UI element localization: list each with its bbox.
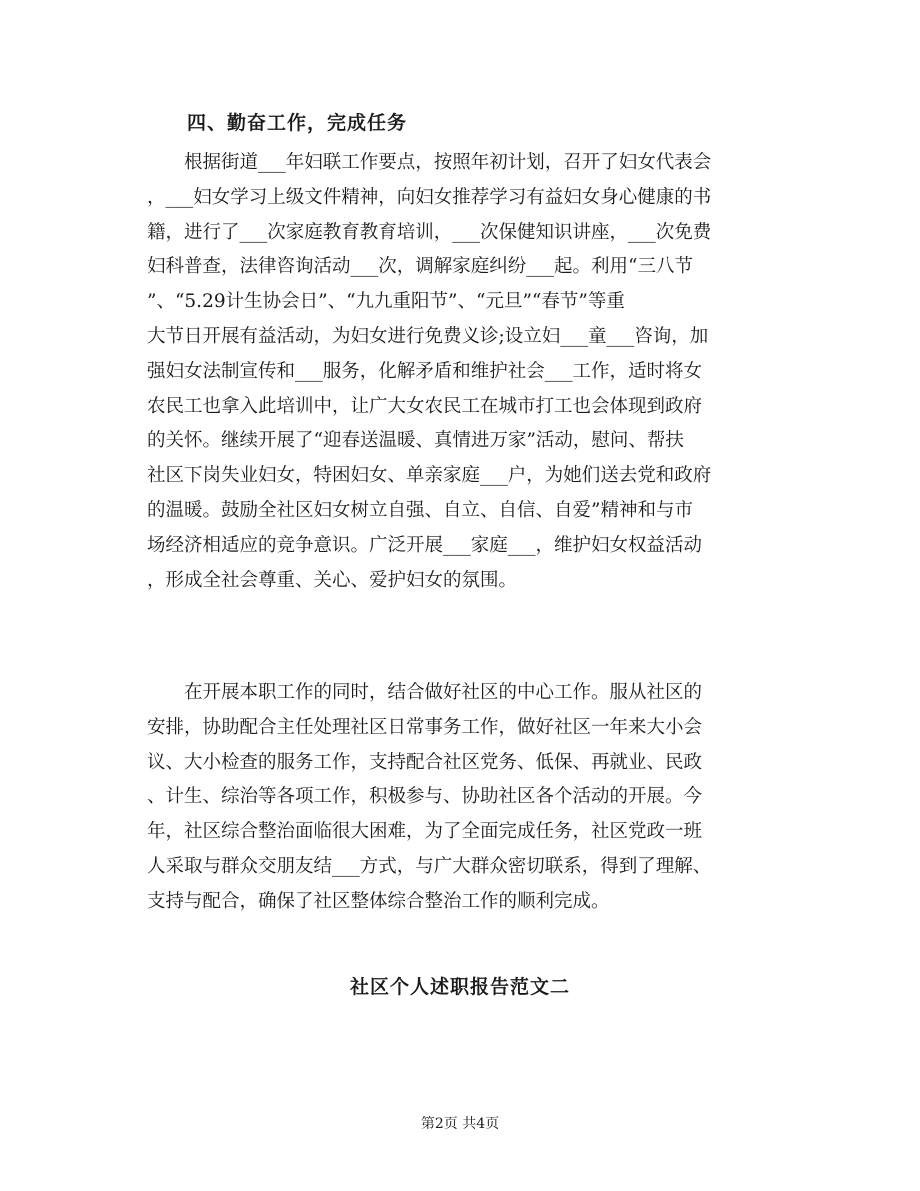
text-line: 的温暖。鼓励全社区妇女树立自强、自立、自信、自爱”精神和与市: [147, 499, 693, 521]
text-line: ”、“5.29计生协会日”、“九九重阳节”、“元旦”“春节”等重: [147, 291, 625, 313]
page-number: 第2页 共4页: [420, 1116, 500, 1132]
text-line: 年，社区综合整治面临很大困难，为了全面完成任务，社区党政一班: [147, 821, 703, 843]
text-line: 根据街道___年妇联工作要点，按照年初计划，召开了妇女代表会: [147, 152, 712, 173]
paragraph-1: [147, 146, 787, 598]
text-line: 大节日开展有益活动，为妇女进行免费义诊;设立妇___童___咨询，加: [147, 325, 709, 347]
text-line: 支持与配合，确保了社区整体综合整治工作的顺利完成。: [147, 890, 610, 912]
text-line: ，形成全社会尊重、关心、爱护妇女的氛围。: [147, 569, 518, 591]
text-line: ，___妇女学习上级文件精神，向妇女推荐学习有益妇女身心健康的书: [147, 186, 712, 208]
text-line: 场经济相适应的竞争意识。广泛开展___家庭___，维护妇女权益活动: [147, 534, 703, 556]
section-heading: 四、勤奋工作，完成任务: [187, 112, 408, 134]
text-line: 籍，进行了___次家庭教育教育培训，___次保健知识讲座，___次免费: [147, 221, 712, 243]
text-line: 安排，协助配合主任处理社区日常事务工作，做好社区一年来大小会: [147, 716, 703, 738]
paragraph-2: [147, 676, 787, 920]
text-line: 妇科普查，法律咨询活动___次，调解家庭纠纷___起。利用“三八节: [147, 256, 693, 278]
text-line: 强妇女法制宣传和___服务，化解矛盾和维护社会___工作，适时将女: [147, 360, 703, 382]
text-line: 人采取与群众交朋友结___方式，与广大群众密切联系，得到了理解、: [147, 855, 712, 877]
text-line: 在开展本职工作的同时，结合做好社区的中心工作。服从社区的: [147, 682, 703, 703]
text-line: 、计生、综治等各项工作，积极参与、协助社区各个活动的开展。今: [147, 786, 703, 808]
text-line: 社区下岗失业妇女，特困妇女、单亲家庭___户，为她们送去党和政府: [147, 465, 712, 487]
text-line: 的关怀。继续开展了“迎春送温暖、真情进万家”活动，慰问、帮扶: [147, 430, 684, 452]
next-section-title: 社区个人述职报告范文二: [349, 976, 570, 998]
text-line: 议、大小检查的服务工作，支持配合社区党务、低保、再就业、民政: [147, 751, 703, 773]
text-line: 农民工也拿入此培训中，让广大女农民工在城市打工也会体现到政府: [147, 395, 703, 417]
